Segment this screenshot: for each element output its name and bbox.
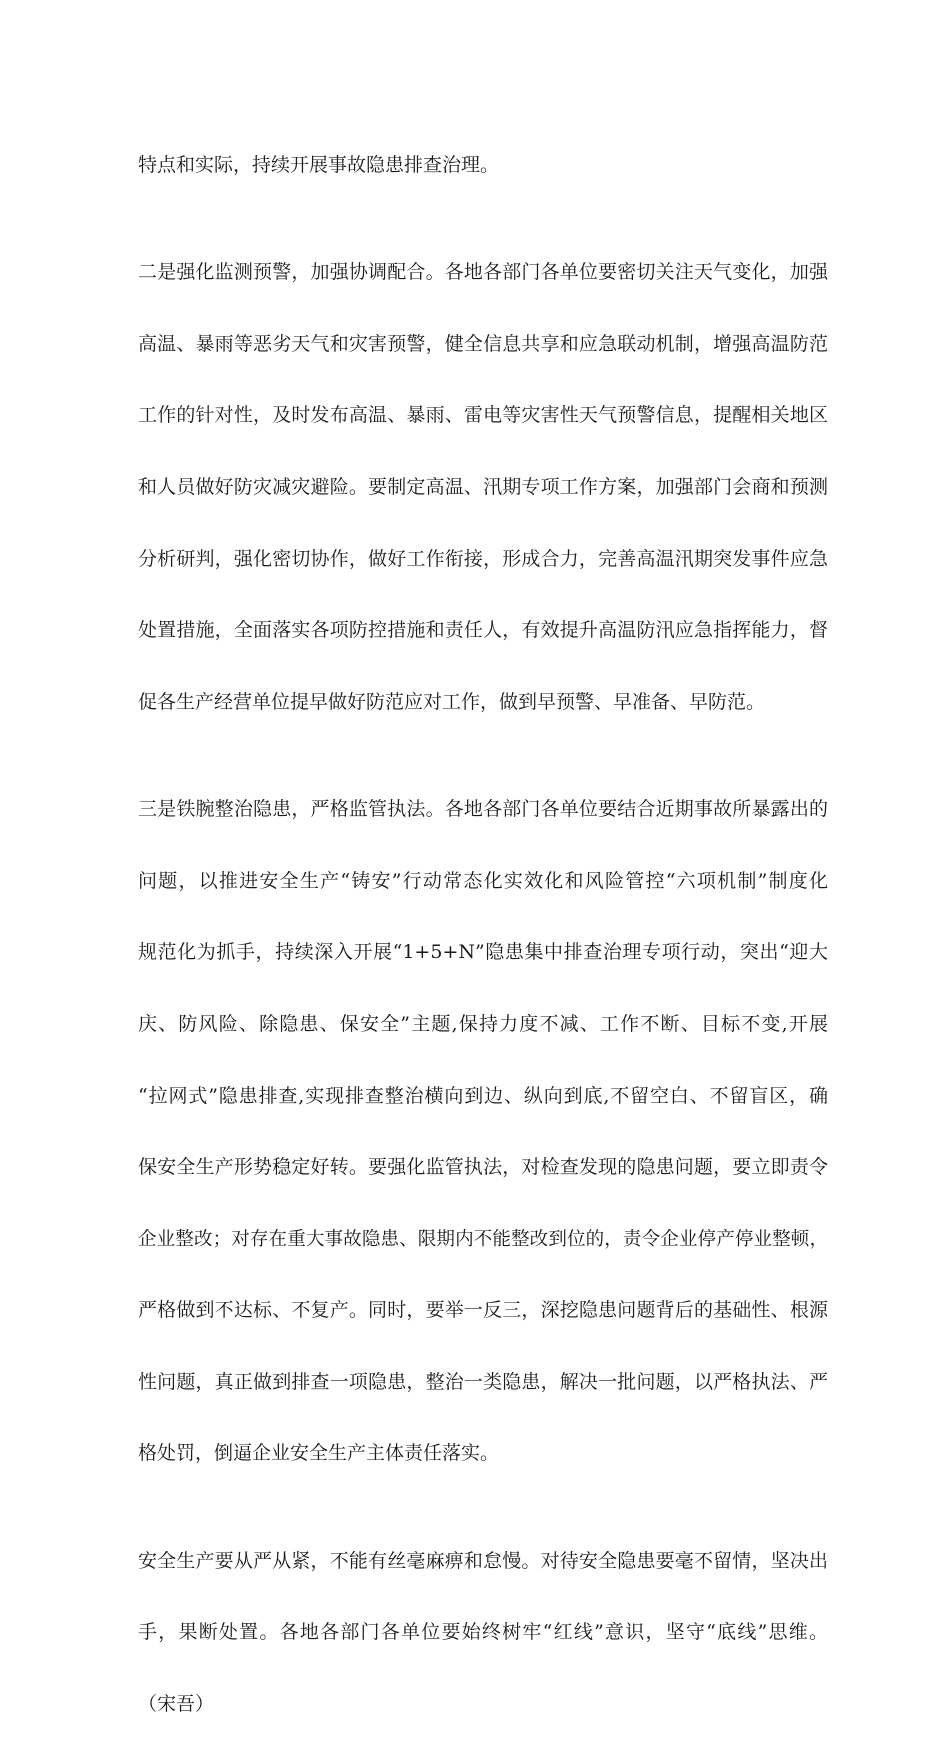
text-line: “拉网式”隐患排查,实现排查整治横向到边、纵向到底,不留空白、不留盲区，确 (138, 1084, 828, 1107)
text-line: 工作的针对性，及时发布高温、暴雨、雷电等灾害性天气预警信息，提醒相关地区 (138, 404, 828, 427)
text-line: 高温、暴雨等恶劣天气和灾害预警，健全信息共享和应急联动机制，增强高温防范 (138, 332, 828, 355)
text-line: 特点和实际，持续开展事故隐患排查治理。 (138, 153, 500, 176)
text-line: 二是强化监测预警，加强协调配合。各地各部门各单位要密切关注天气变化，加强 (138, 261, 828, 284)
text-line: 分析研判，强化密切协作，做好工作衔接，形成合力，完善高温汛期突发事件应急 (138, 547, 828, 570)
text-line: 性问题，真正做到排查一项隐患，整治一类隐患，解决一批问题，以严格执法、严 (138, 1370, 828, 1393)
text-line: 手，果断处置。各地各部门各单位要始终树牢“红线”意识，坚守“底线”思维。 (138, 1621, 828, 1644)
text-line: 问题，以推进安全生产“铸安”行动常态化实效化和风险管控“六项机制”制度化 (138, 869, 828, 892)
text-line: 和人员做好防灾减灾避险。要制定高温、汛期专项工作方案，加强部门会商和预测 (138, 475, 828, 498)
paragraph-4 (138, 1508, 828, 1759)
text-line: 庆、防风险、除隐患、保安全”主题,保持力度不减、工作不断、目标不变,开展 (138, 1012, 828, 1035)
author-signature: （宋吾） (138, 1693, 215, 1716)
paragraph-1 (138, 112, 828, 219)
text-line: 严格做到不达标、不复产。同时，要举一反三，深挖隐患问题背后的基础性、根源 (138, 1299, 828, 1322)
text-line: 规范化为抓手，持续深入开展“1+5+N”隐患集中排查治理专项行动，突出“迎大 (138, 941, 828, 964)
text-line: 格处罚，倒逼企业安全生产主体责任落实。 (138, 1442, 500, 1465)
text-line: 三是铁腕整治隐患，严格监管执法。各地各部门各单位要结合近期事故所暴露出的 (138, 798, 828, 821)
text-line: 企业整改；对存在重大事故隐患、限期内不能整改到位的，责令企业停产停业整顿， (138, 1228, 828, 1250)
paragraph-3 (138, 756, 828, 1508)
text-line: 保安全生产形势稳定好转。要强化监管执法，对检查发现的隐患问题，要立即责令 (138, 1156, 828, 1179)
text-line: 安全生产要从严从紧，不能有丝毫麻痹和怠慢。对待安全隐患要毫不留情，坚决出 (138, 1549, 828, 1572)
paragraph-2 (138, 219, 828, 756)
document-body (138, 112, 828, 1759)
text-line: 处置措施，全面落实各项防控措施和责任人，有效提升高温防汛应急指挥能力，督 (138, 619, 828, 642)
text-line: 促各生产经营单位提早做好防范应对工作，做到早预警、早准备、早防范。 (138, 690, 766, 713)
